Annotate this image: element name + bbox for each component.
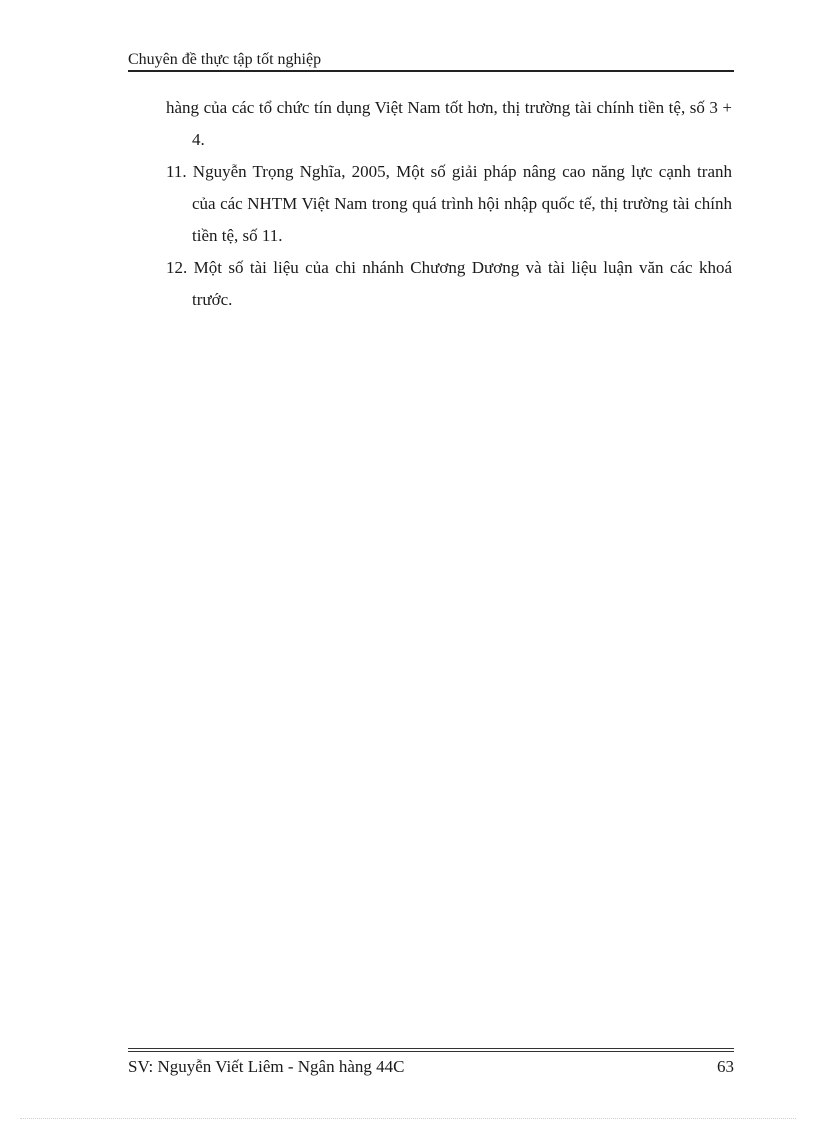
page-number: 63 <box>717 1057 734 1076</box>
page-footer <box>128 1048 734 1078</box>
reference-item-continued: hàng của các tổ chức tín dụng Việt Nam tốt hơn, thị trường tài chính tiền tệ, số 3 + 4. <box>166 98 732 149</box>
page-edge-divider <box>20 1118 796 1119</box>
reference-item-11: 11. Nguyễn Trọng Nghĩa, 2005, Một số giải pháp nâng cao năng lực cạnh tranh của các NHTM Việt Nam trong quá trình hội nhập quốc tế, thị trường tài chính tiền tệ, số 11. <box>166 162 732 245</box>
page-header <box>128 50 734 72</box>
footer-author: SV: Nguyễn Viết Liêm - Ngân hàng 44C <box>128 1057 405 1076</box>
reference-list <box>166 92 732 316</box>
reference-item-12: 12. Một số tài liệu của chi nhánh Chương Dương và tài liệu luận văn các khoá trước. <box>166 258 732 309</box>
document-title: Chuyên đề thực tập tốt nghiệp <box>128 51 322 68</box>
